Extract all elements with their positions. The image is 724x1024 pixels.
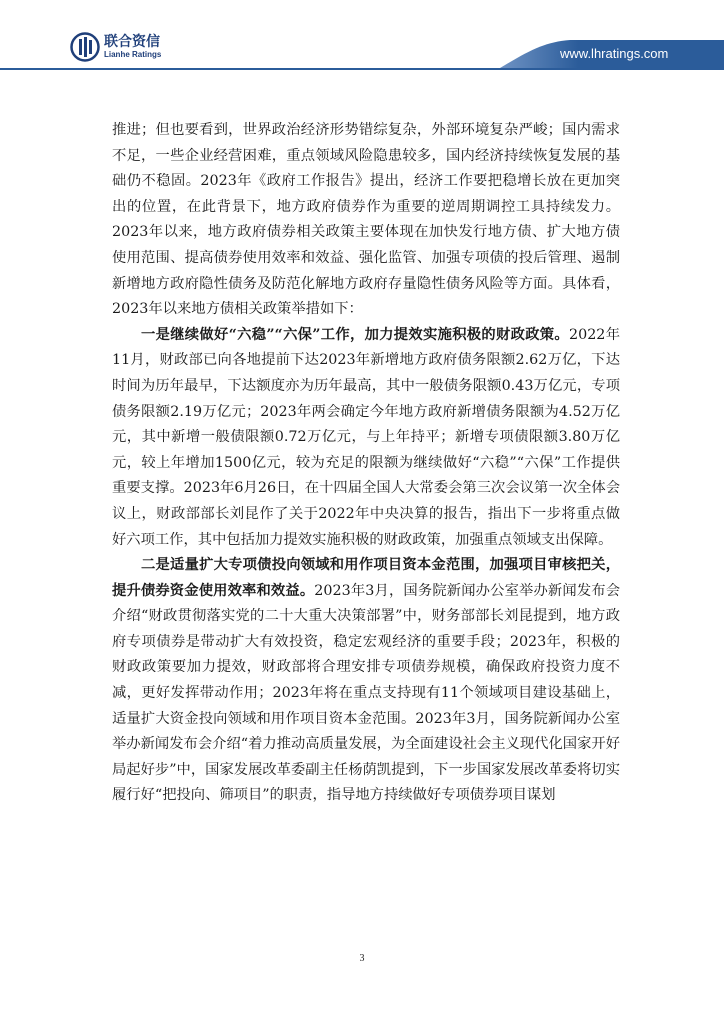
- paragraph-2: [112, 323, 620, 553]
- header-divider: [0, 68, 724, 70]
- paragraph-3-body: 2023年3月，国务院新闻办公室举办新闻发布会介绍“财政贯彻落实党的二十大重大决策部署”中，财务部部长刘昆提到，地方政府专项债券是带动扩大有效投资，稳定宏观经济的重要手段；2023年，积极的财政政策要加力提效，财政部将合理安排专项债券规模，确保政府投资力度不减，更好发挥带动作用；2023年将在重点支持现有11个领域项目建设基础上，适量扩大资金投向领域和用作项目资本金范围。2023年3月，国务院新闻办公室举办新闻发布会介绍“着力推动高质量发展，为全面建设社会主义现代化国家开好局起好步”中，国家发展改革委副主任杨荫凯提到，下一步国家发展改革委将切实履行好“把投向、筛项目”的职责，指导地方持续做好专项债券项目谋划: [112, 582, 621, 804]
- logo-english-name: Lianhe Ratings: [104, 50, 162, 59]
- page-number: 3: [359, 953, 365, 964]
- paragraph-3: [112, 553, 620, 809]
- website-url[interactable]: www.lhratings.com: [560, 46, 669, 61]
- logo-chinese-name: 联合资信: [104, 34, 160, 50]
- paragraph-2-lead: 一是继续做好“六稳”“六保”工作，加力提效实施积极的财政政策。: [141, 326, 569, 343]
- paragraph-3-lead: 二是适量扩大专项债投向领域和用作项目资本金范围，加强项目审核把关，提升债券资金使用效率和效益。: [112, 557, 620, 599]
- paragraph-2-body: 2022年11月，财政部已向各地提前下达2023年新增地方政府债务限额2.62万亿，下达时间为历年最早，下达额度亦为历年最高，其中一般债务限额0.43万亿元，专项债务限额2.19万亿元；2023年两会确定今年地方政府新增债务限额为4.52万亿元，其中新增一般债限额0.72万亿元，与上年持平；新增专项债限额3.80万亿元，较上年增加1500亿元，较为充足的限额为继续做好“六稳”“六保”工作提供重要支撑。2023年6月26日，在十四届全国人大常委会第三次会议第一次全体会议上，财政部部长刘昆作了关于2022年中央决算的报告，指出下一步将重点做好六项工作，其中包括加力提效实施积极的财政政策，加强重点领域支出保障。: [112, 326, 620, 548]
- document-body: [112, 118, 620, 809]
- paragraph-1: [112, 118, 620, 323]
- page-header: [0, 0, 724, 75]
- company-logo: [70, 32, 161, 62]
- paragraph-1-body: 推进；但也要看到，世界政治经济形势错综复杂，外部环境复杂严峻；国内需求不足，一些企业经营困难，重点领域风险隐患较多，国内经济持续恢复发展的基础仍不稳固。2023年《政府工作报告》提出，经济工作要把稳增长放在更加突出的位置，在此背景下，地方政府债券作为重要的逆周期调控工具持续发力。2023年以来，地方政府债券相关政策主要体现在加快发行地方债、扩大地方债使用范围、提高债券使用效率和效益、强化监管、加强专项债的投后管理、遏制新增地方政府隐性债务及防范化解地方政府存量隐性债务风险等方面。具体看，2023年以来地方债相关政策举措如下：: [112, 122, 620, 318]
- lianhe-logo-icon: [70, 32, 100, 62]
